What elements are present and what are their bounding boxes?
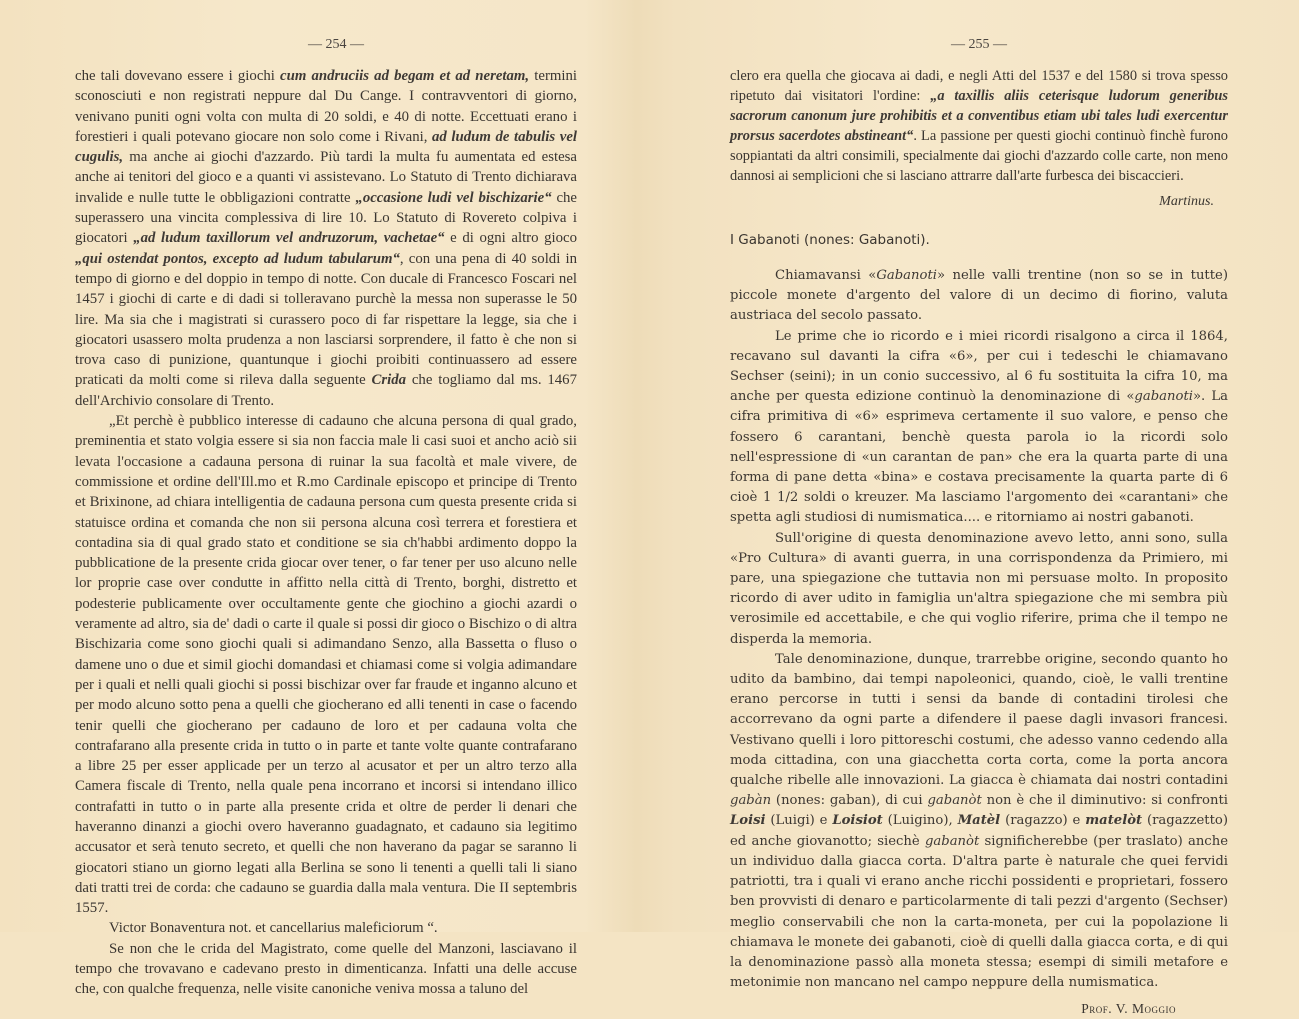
text-run: termini sconosciuti e non registrati neppure dal Du Cange. I contravventori di giorno, venivano puniti ogni volta con multa di 20 soldi, e 40 di notte. Eccettuati erano i forestieri i quali potevano giocare non solo come i Rivani, xyxy=(75,68,577,145)
italic-text: „a taxillis aliis ceterisque ludorum generibus sacrorum canonum jure prohibitis et a conventibus etiam ubi tales ludi exercentur prorsus sacerdotes abstineant“ xyxy=(730,88,1229,144)
paragraph xyxy=(75,66,577,411)
page-number: — 255 — xyxy=(951,37,1007,52)
italic-text: Gabanoti xyxy=(876,268,937,283)
italic-text: Loisi xyxy=(730,813,766,829)
text-run: (nones: gaban), di cui xyxy=(771,793,928,809)
text-run: , con una pena di 40 soldi in tempo di giorno e del doppio in tempo di notte. Con ducale di Francesco Foscari nel 1457 i giochi di carte e di dadi si tolleravano purchè la messa non superasse le 50 lire. Ma sia che i magistrati si curassero poco di far rispettare la legge, sia che i giocatori usassero molta prudenza a non lasciarsi sorprendere, il fatto è che non si trova caso di punizione, quantunque i giochi proibiti continuassero ad essere praticati da molti come si rileva dalla seguente xyxy=(75,250,577,389)
italic-text: „qui ostendat pontos, excepto ad ludum tabularum“ xyxy=(75,250,400,267)
text-run: clero era quella che giocava ai dadi, e negli Atti del 1537 e del 1580 si trova spesso ripetuto dai visitatori l'ordine: xyxy=(730,68,1228,104)
paragraph xyxy=(730,529,1228,650)
italic-text: gabanoti xyxy=(1134,389,1193,405)
text-run: (ragazzo) e xyxy=(1000,813,1086,829)
text-run: non è che il diminutivo: si confronti xyxy=(981,793,1228,809)
paragraph xyxy=(730,327,1228,529)
paragraph xyxy=(730,650,1228,993)
paragraph xyxy=(75,939,577,1000)
text-run: ma anche ai giochi d'azzardo. Più tardi la multa fu aumentata ed estesa anche ai tenitori del gioco e a quanti vi assistevano. Lo Statuto di Trento dichiarava invalide e nulle tutte le obbligazioni contratte xyxy=(75,149,577,206)
text-run: „Et perchè è pubblico interesse di cadauno che alcuna persona di qual grado, preminentia et stato volgia essere si sia non faccia male li casi suoi et ancho aciò sii levata l'occasione a cadauna persona di ruinar la sua facoltà et male vivere, de commissione et ordine dell'Ill.mo et R.mo Cardinale episcopo et principe di Trento et Brixinone, ad chiara intelligentia de cadauna persona cum questa presente crida si statuisce ordina et comanda che non sii persona alcuna così terrera et forestiera et contadina sia di qual grado stato et conditione se sia ch'habbi ardimento doppo la pubblicatione de la presente crida giocar over tener, o far tener per uso alcuno nelle lor proprie case over condutte in affitto nella città di Trento, borghi, distretto et podesterie publicamente over occultamente gente che giochino a giochi azardi o veramente ad altro, sia de' dadi o carte il quale si possi dir gioco o Bischizo o di altra Bischizaria come sono giochi quali si adimandano Senzo, alla Bassetta o fluso o damene uno o due et simil giochi domandasi et chiamasi come si volgia adimandare per i quali et nelli quali giochi si possi bischizar over far fraude et inganno alcuno et per modo alcuno sotto pena a quelli che giocherano ed alli tenenti in case o facendo tenir quelli che giocherano per cadauno de loro et per cadauna volta che contrafarano alla presente crida in tutto o in parte et tante volte quante contrafarano a libre 25 per esser applicade per un terzo al acusator et per un altro terzo alla Camera fiscale di Trento, nella quale pena incorrano et incorsi si intendano illico contrafatti in tutto o in parte alla presente crida et oltre de perder li denari che haveranno dinanzi a giochi overo haveranno guadagnato, et cadauno sia legitimo accusator et serà tenuto secreto, et quelli che non haverano da pagar se saranno li giocatori stiano un giorno legati alla Berlina se sono li tenenti a quelli tali li siano dati tratti trei de corda: che cadauno se guardia dalla mala ventura. Die II septembris 1557. xyxy=(75,413,577,917)
italic-text: gabanòt xyxy=(927,793,982,809)
text-run: Le prime che io ricordo e i miei ricordi risalgono a circa il 1864, recavano sul davanti la cifra «6», per cui i tedeschi le chiamavano Sechser (seini); in un conio successivo, al 6 fu sostituita la cifra 10, ma anche per questa edizione continuò la denominazione di « xyxy=(730,328,1228,405)
text-run: Chiamavansi « xyxy=(775,268,877,283)
italic-text: Loisiot xyxy=(832,813,883,829)
italic-text: gabanòt xyxy=(924,833,980,849)
text-run: » nelle valli trentine (non so se in tutte) piccole monete d'argento del valore di un decimo di fiorino, valuta austriaca del secolo passato. xyxy=(730,268,1228,324)
section-heading: I Gabanoti (nones: Gabanoti). xyxy=(730,232,930,248)
paragraph xyxy=(730,66,1228,186)
paragraph xyxy=(730,266,1228,327)
page-number: — 254 — xyxy=(308,37,364,52)
paragraph xyxy=(75,411,577,918)
section-body xyxy=(730,266,1228,993)
italic-text: „occasione ludi vel bischizarie“ xyxy=(355,189,552,206)
italic-text: Crida xyxy=(371,372,407,389)
italic-text: gabàn xyxy=(730,793,772,809)
text-run: Se non che le crida del Magistrato, come quelle del Manzoni, lasciavano il tempo che trovavano e cadevano presto in dimenticanza. Infatti una delle accuse che, con qualche frequenza, nelle visite canoniche veniva mossa a taluno del xyxy=(75,940,577,998)
text-run: che togliamo dal ms. 1467 dell'Archivio consolare di Trento. xyxy=(75,372,577,409)
right-page xyxy=(730,0,1228,1019)
italic-text: ad ludum de tabulis vel cugulis, xyxy=(75,128,578,166)
text-run: (Luigi) e xyxy=(765,813,833,829)
text-run: che tali dovevano essere i giochi xyxy=(75,68,281,84)
author-signature: Prof. V. Moggio xyxy=(1081,1001,1176,1017)
text-run: che superassero una vincita complessiva di lire 10. Lo Statuto di Rovereto colpiva i giocatori xyxy=(75,189,578,247)
page-body xyxy=(75,66,577,1000)
paragraph xyxy=(75,918,577,938)
italic-text: Matèl xyxy=(957,813,1001,829)
text-run: . La passione per questi giochi continuò finchè furono soppiantati da altri consimili, specialmente dai giochi d'azzardo colle carte, non meno dannosi ai semplicioni che si lasciano attrarre dall'arte furbesca dei biscaccieri. xyxy=(730,128,1228,184)
text-run: Victor Bonaventura not. et cancellarius maleficiorum “. xyxy=(109,920,438,937)
text-run: significherebbe (per traslato) anche un individuo dalla giacca corta. D'altra parte è naturale che quei fervidi patriotti, tra i quali vi erano anche ricchi possidenti e proprietari, fossero ben provvisti di denaro e particolarmente di tali pezzi d'argento (Sechser) meglio conservabili che non la carta-moneta, per cui la popolazione li chiamava le monete dei gabanoti, cioè di quelli dalla giacca corta, e di qui la denominazione passò alla moneta stessa; esempi di simili metafore e metonimie non mancano nel campo neppure della numismatica. xyxy=(730,833,1228,991)
text-run: Sull'origine di questa denominazione avevo letto, anni sono, sulla «Pro Cultura» di avanti guerra, in una corrispondenza da Primiero, mi pare, una spiegazione che tuttavia non mi persuase molto. In proposito ricordo di aver udito in famiglia un'altra spiegazione che mi sembra più verosimile ed accettabile, e che qui voglio riferire, prima che il tempo ne disperda la memoria. xyxy=(730,530,1228,647)
text-run: (ragazzetto) ed anche giovanotto; siechè xyxy=(730,813,1228,849)
text-run: ». La cifra primitiva di «6» esprimeva certamente il suo valore, e penso che fossero 6 carantani, benchè questa parola io la ricordi solo nell'espressione di «un carantan de pan» che era la quarta parte di una forma di pane detta «bina» e costava precisamente la quarta parte di 6 cioè 1 1/2 soldi o kreuzer. Ma lasciamo l'argomento dei «carantani» che spetta agli studiosi di numismatica.... e ritorniamo ai nostri gabanoti. xyxy=(730,389,1228,526)
text-run: (Luigino), xyxy=(882,813,958,829)
italic-text: „ad ludum taxillorum vel andruzorum, vachetae“ xyxy=(133,230,445,247)
left-page xyxy=(75,0,577,1000)
italic-text: matelòt xyxy=(1085,813,1143,829)
article-continuation xyxy=(730,66,1228,186)
text-run: e di ogni altro gioco xyxy=(444,230,578,247)
italic-text: cum andruciis ad begam et ad neretam, xyxy=(280,68,530,84)
page-body xyxy=(730,66,1228,1019)
article-signature: Martinus. xyxy=(1159,194,1214,209)
text-run: Tale denominazione, dunque, trarrebbe origine, secondo quanto ho udito da bambino, dai tempi napoleonici, quando, cioè, le valli trentine erano percorse in tutti i sensi da bande di contadini tirolesi che accorrevano da ogni parte a difendere il paese dagli invasori francesi. Vestivano quelli i loro pittoreschi costumi, che adesso vanno cedendo alla moda cittadina, con una giacchetta corta corta, come la porta ancora qualche ribelle alle innovazioni. La giacca è chiamata dai nostri contadini xyxy=(730,651,1228,789)
